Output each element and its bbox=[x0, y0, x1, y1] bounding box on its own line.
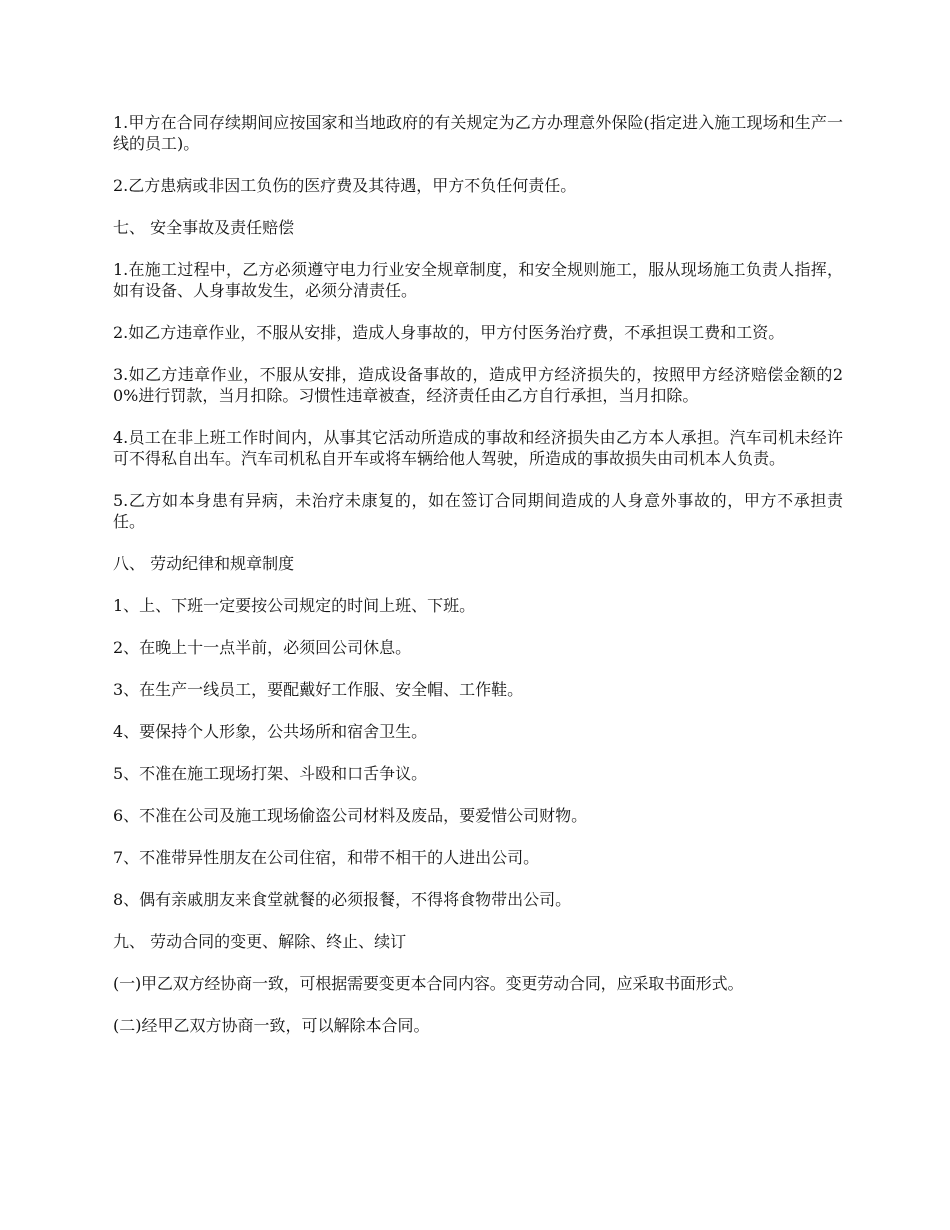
paragraph-contract-change: (一)甲乙双方经协商一致，可根据需要变更本合同内容。变更劳动合同，应采取书面形式。 bbox=[113, 974, 744, 993]
paragraph-insurance: 1.甲方在合同存续期间应按国家和当地政府的有关规定为乙方办理意外保险(指定进入施工现场和生产一线的员工)。 bbox=[113, 113, 843, 153]
list-item-no-guests: 7、不准带异性朋友在公司住宿，和带不相干的人进出公司。 bbox=[113, 848, 540, 867]
section-heading-discipline: 八、 劳动纪律和规章制度 bbox=[113, 554, 295, 573]
paragraph-violation-equipment: 3.如乙方违章作业，不服从安排，造成设备事故的，造成甲方经济损失的，按照甲方经济赔偿金额的20%进行罚款，当月扣除。习惯性违章被查，经济责任由乙方自行承担，当月扣除。 bbox=[113, 365, 843, 405]
list-item-meals: 8、偶有亲戚朋友来食堂就餐的必须报餐，不得将食物带出公司。 bbox=[113, 890, 572, 909]
list-item-safety-gear: 3、在生产一线员工，要配戴好工作服、安全帽、工作鞋。 bbox=[113, 680, 524, 699]
paragraph-illness-accident: 5.乙方如本身患有异病，未治疗未康复的，如在签订合同期间造成的人身意外事故的，甲方不承担责任。 bbox=[113, 491, 843, 531]
document-body bbox=[113, 112, 843, 1057]
paragraph-illness: 2.乙方患病或非因工负伤的医疗费及其待遇，甲方不负任何责任。 bbox=[113, 176, 577, 195]
list-item-no-theft: 6、不准在公司及施工现场偷盗公司材料及废品，要爱惜公司财物。 bbox=[113, 806, 588, 825]
list-item-work-hours: 1、上、下班一定要按公司规定的时间上班、下班。 bbox=[113, 596, 476, 615]
list-item-curfew: 2、在晚上十一点半前，必须回公司休息。 bbox=[113, 638, 412, 657]
paragraph-safety-rules: 1.在施工过程中，乙方必须遵守电力行业安全规章制度，和安全规则施工，服从现场施工负责人指挥，如有设备、人身事故发生，必须分清责任。 bbox=[113, 260, 843, 300]
section-heading-contract-changes: 九、 劳动合同的变更、解除、终止、续订 bbox=[113, 932, 407, 951]
list-item-hygiene: 4、要保持个人形象，公共场所和宿舍卫生。 bbox=[113, 722, 428, 741]
paragraph-violation-injury: 2.如乙方违章作业，不服从安排，造成人身事故的，甲方付医务治疗费，不承担误工费和工资。 bbox=[113, 323, 785, 342]
list-item-no-fighting: 5、不准在施工现场打架、斗殴和口舌争议。 bbox=[113, 764, 428, 783]
paragraph-contract-termination: (二)经甲乙双方协商一致，可以解除本合同。 bbox=[113, 1016, 430, 1035]
paragraph-off-duty: 4.员工在非上班工作时间内，从事其它活动所造成的事故和经济损失由乙方本人承担。汽车司机未经许可不得私自出车。汽车司机私自开车或将车辆给他人驾驶，所造成的事故损失由司机本人负责。 bbox=[113, 428, 843, 468]
section-heading-safety: 七、 安全事故及责任赔偿 bbox=[113, 218, 295, 237]
